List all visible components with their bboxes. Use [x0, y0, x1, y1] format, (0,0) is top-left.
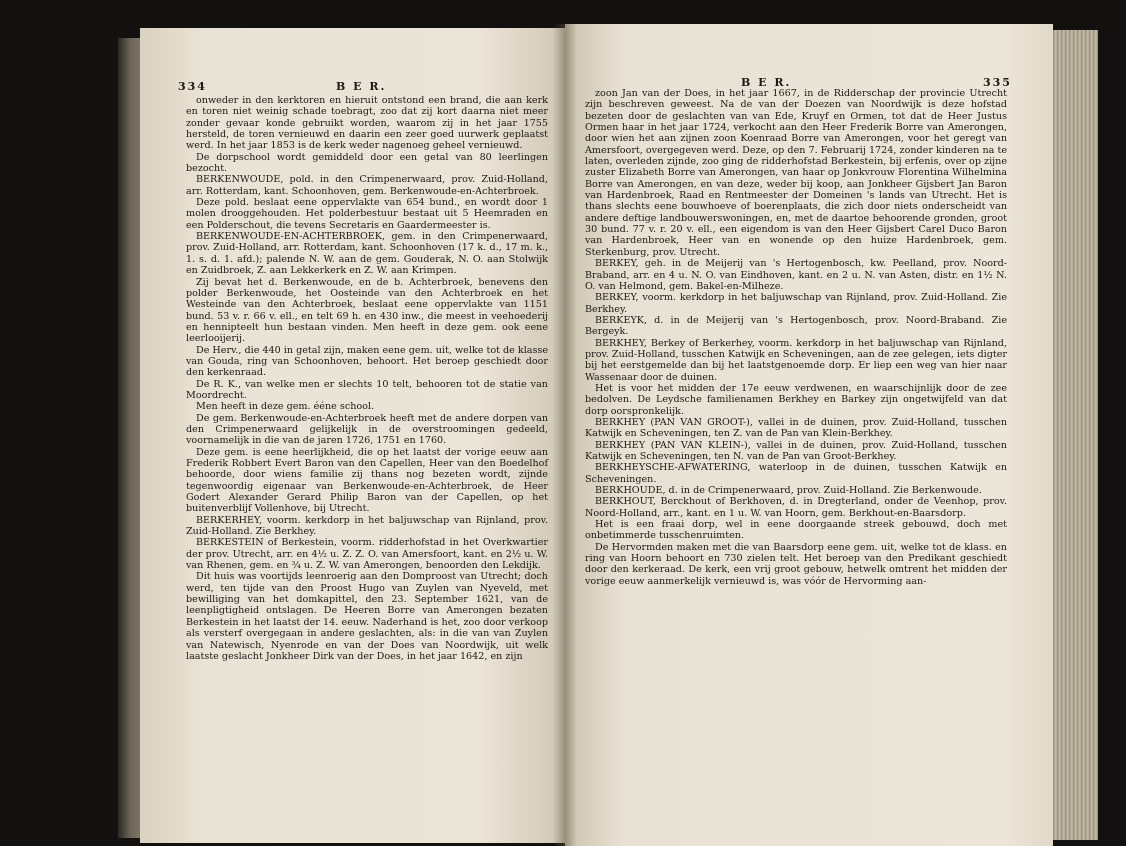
paragraph: BERKHEY (PAN VAN KLEIN-), vallei in de duinen, prov. Zuid-Holland, tusschen Katwijk en Scheveningen, ten N. van de Pan van Groot-Berkhey.	[585, 439, 1007, 462]
paragraph: BERKENWOUDE-EN-ACHTERBROEK, gem. in den Crimpenerwaard, prov. Zuid-Holland, arr. Rotterdam, kant. Schoonhoven (17 k. d., 17 m. k., 1. s. d. 1. afd.); palende N. W. aan de gem. Gouderak, N. O. aan Stolwijk en Zuidbroek, Z. aan Lekkerkerk en Z. W. aan Krimpen.	[186, 231, 548, 277]
paragraph: Zij bevat het d. Berkenwoude, en de b. Achterbroek, benevens den polder Berkenwoude, het Oosteinde van den Achterbroek en het Westeinde van den Achterbroek, beslaat eene oppervlakte van 1151 bund. 53 v. r. 66 v. ell., en telt 69 h. en 430 inw., die meest in veehoederij en hennipteelt hun bestaan vinden. Men heeft in deze gem. ook eene leerlooijerij.	[186, 276, 548, 345]
page-number-left: 334	[178, 80, 207, 93]
paragraph: Het is een fraai dorp, wel in eene doorgaande streek gebouwd, doch met onbetimmerde tusschenruimten.	[585, 519, 1007, 542]
paragraph: BERKESTEIN of Berkestein, voorm. ridderhofstad in het Overkwartier der prov. Utrecht, arr. en 4½ u. Z. Z. O. van Amersfoort, kant. en 2½ u. W. van Rhenen, gem. en ¾ u. Z. W. van Amerongen, benoorden den Lekdijk.	[186, 537, 548, 572]
paragraph: onweder in den kerktoren en hieruit ontstond een brand, die aan kerk en toren niet weinig schade toebragt, zoo dat zij kort daarna niet meer zonder gevaar konde gebruikt worden, waarom zij in het jaar 1755 hersteld, de toren vernieuwd en daarin een zeer goed uurwerk geplaatst werd. In het jaar 1853 is de kerk weder nagenoeg geheel vernieuwd.	[186, 95, 548, 152]
running-head-right: B E R.	[741, 76, 792, 89]
paragraph: zoon Jan van der Does, in het jaar 1667, in de Ridderschap der provincie Utrecht zijn beschreven geweest. Na de van der Doezen van Noordwijk is deze hofstad bezeten door de geslachten van van Ede, Kruyf en Ormen, tot dat de Heer Justus Ormen haar in het jaar 1724, verkocht aan den Heer Frederik Borre van Amerongen, door wien het aan zijnen zoon Koenraad Borre van Amerongen, voor het geregt van Amersfoort, overgegeven werd. Deze, op den 7. Februarij 1724, zonder kinderen na te laten, overleden zijnde, zoo ging de ridderhofstad Berkestein, bij erfenis, over op zijne zuster Elizabeth Borre van Amerongen, van haar op Jonkvrouw Florentina Wilhelmina Borre van Amerongen, en van deze, weder bij koop, aan Jonkheer Gijsbert Jan Baron van Hardenbroek, Raad en Rentmeester der Domeinen 's lands van Utrecht. Het is thans slechts eene bouwhoeve of boerenplaats, die zich door niets onderscheidt van andere deftige landbouwerswoningen, en, met de daartoe behoorende gronden, groot 30 bund. 77 v. r. 20 v. ell., een eigendom is van den Heer Gijsbert Carel Duco Baron van Hardenbroek, Heer van en wonende op den huize Hardenbroek, gem. Sterkenburg, prov. Utrecht.	[585, 88, 1007, 258]
paragraph: De R. K., van welke men er slechts 10 telt, behooren tot de statie van Moordrecht.	[186, 378, 548, 401]
left-page	[140, 28, 565, 843]
paragraph: BERKHEY (PAN VAN GROOT-), vallei in de duinen, prov. Zuid-Holland, tusschen Katwijk en Scheveningen, ten Z. van de Pan van Klein-Berkhey.	[585, 416, 1007, 440]
right-page	[565, 24, 1053, 846]
paragraph: BERKHEYSCHE-AFWATERING, waterloop in de duinen, tusschen Katwijk en Scheveningen.	[585, 462, 1007, 485]
paragraph: BERKEY, voorm. kerkdorp in het baljuwschap van Rijnland, prov. Zuid-Holland. Zie Berkhey.	[585, 292, 1007, 315]
left-page-text	[186, 95, 548, 662]
book-gutter	[553, 24, 577, 846]
paragraph: BERKEY, geh. in de Meijerij van 's Hertogenbosch, kw. Peelland, prov. Noord-Braband, arr. en 4 u. N. O. van Eindhoven, kant. en 2 u. N. van Asten, distr. en 1½ N. O. van Helmond, gem. Bakel-en-Milheze.	[585, 258, 1007, 292]
paragraph: De Hervormden maken met die van Baarsdorp eene gem. uit, welke tot de klass. en ring van Hoorn behoort en 730 zielen telt. Het beroep van den Predikant geschiedt door den kerkeraad. De kerk, een vrij groot gebouw, hetwelk omtrent het midden der vorige eeuw aanmerkelijk vernieuwd is, was vóór de Hervorming aan-	[585, 541, 1007, 587]
page-stack-edge-right	[1050, 30, 1098, 840]
paragraph: De Herv., die 440 in getal zijn, maken eene gem. uit, welke tot de klasse van Gouda, ring van Schoonhoven, behoort. Het beroep geschiedt door den kerkenraad.	[186, 344, 549, 379]
page-number-right: 335	[983, 76, 1012, 89]
paragraph: De gem. Berkenwoude-en-Achterbroek heeft met de andere dorpen van den Crimpenerwaard gelijkelijk in de overstroomingen gedeeld, voornamelijk in die van de jaren 1726, 1751 en 1760.	[186, 412, 548, 447]
paragraph: BERKHOUDE, d. in de Crimpenerwaard, prov. Zuid-Holland. Zie Berkenwoude.	[595, 485, 982, 497]
running-head-left: B E R.	[336, 80, 387, 93]
paragraph: Men heeft in deze gem. ééne school.	[196, 401, 375, 413]
paragraph: BERKENWOUDE, pold. in den Crimpenerwaard, prov. Zuid-Holland, arr. Rotterdam, kant. Schoonhoven, gem. Berkenwoude-en-Achterbroek.	[186, 174, 548, 197]
paragraph: Dit huis was voortijds leenroerig aan den Domproost van Utrecht; doch werd, ten tijde van den Proost Hugo van Zuylen van Nyeveld, met bewilliging van het domkapittel, den 23. September 1621, van de leenpligtigheid ontslagen. De Heeren Borre van Amerongen bezaten Berkestein in het laatst der 14. eeuw. Naderhand is het, zoo door verkoop als versterf overgegaan in andere geslachten, als: in die van van Zuylen van Natewisch, Nyenrode en van der Does van Noordwijk, uit welk laatste geslacht Jonkheer Dirk van der Does, in het jaar 1642, en zijn	[186, 571, 548, 662]
right-page-text	[585, 88, 1007, 587]
paragraph: De dorpschool wordt gemiddeld door een getal van 80 leerlingen bezocht.	[186, 151, 548, 175]
paragraph: BERKEYK, d. in de Meijerij van 's Hertogenbosch, prov. Noord-Braband. Zie Bergeyk.	[585, 314, 1007, 338]
paragraph: BERKHOUT, Berckhout of Berkhoven, d. in Dregterland, onder de Veenhop, prov. Noord-Holland, arr., kant. en 1 u. W. van Hoorn, gem. Berkhout-en-Baarsdorp.	[585, 496, 1007, 519]
paragraph: BERKERHEY, voorm. kerkdorp in het baljuwschap van Rijnland, prov. Zuid-Holland. Zie Berkhey.	[186, 514, 548, 538]
paragraph: BERKHEY, Berkey of Berkerhey, voorm. kerkdorp in het baljuwschap van Rijnland, prov. Zuid-Holland, tusschen Katwijk en Scheveningen, aan de zee gelegen, iets digter bij het eerstgemelde dan bij het laatstgenoemde dorp. Er liep een weg van hier naar Wassenaar door de duinen.	[585, 337, 1007, 383]
paragraph: Het is voor het midden der 17e eeuw verdwenen, en waarschijnlijk door de zee bedolven. De Leydsche familienamen Berkhey en Barkey zijn ongetwijfeld van dat dorp oorspronkelijk.	[585, 382, 1007, 417]
paragraph: Deze gem. is eene heerlijkheid, die op het laatst der vorige eeuw aan Frederik Robbert Evert Baron van den Capellen, Heer van den Boedelhof behoorde, door wiens familie zij thans nog bezeten wordt, zijnde tegenwoordig eigenaar van Berkenwoude-en-Achterbroek, de Heer Godert Alexander Gerard Philip Baron van der Capellen, op het buitenverblijf Vollenhove, bij Utrecht.	[186, 446, 548, 515]
paragraph: Deze pold. beslaat eene oppervlakte van 654 bund., en wordt door 1 molen drooggehouden. Het polderbestuur bestaat uit 5 Heemraden en een Polderschout, die tevens Secretaris en Gaardermeester is.	[186, 197, 548, 231]
